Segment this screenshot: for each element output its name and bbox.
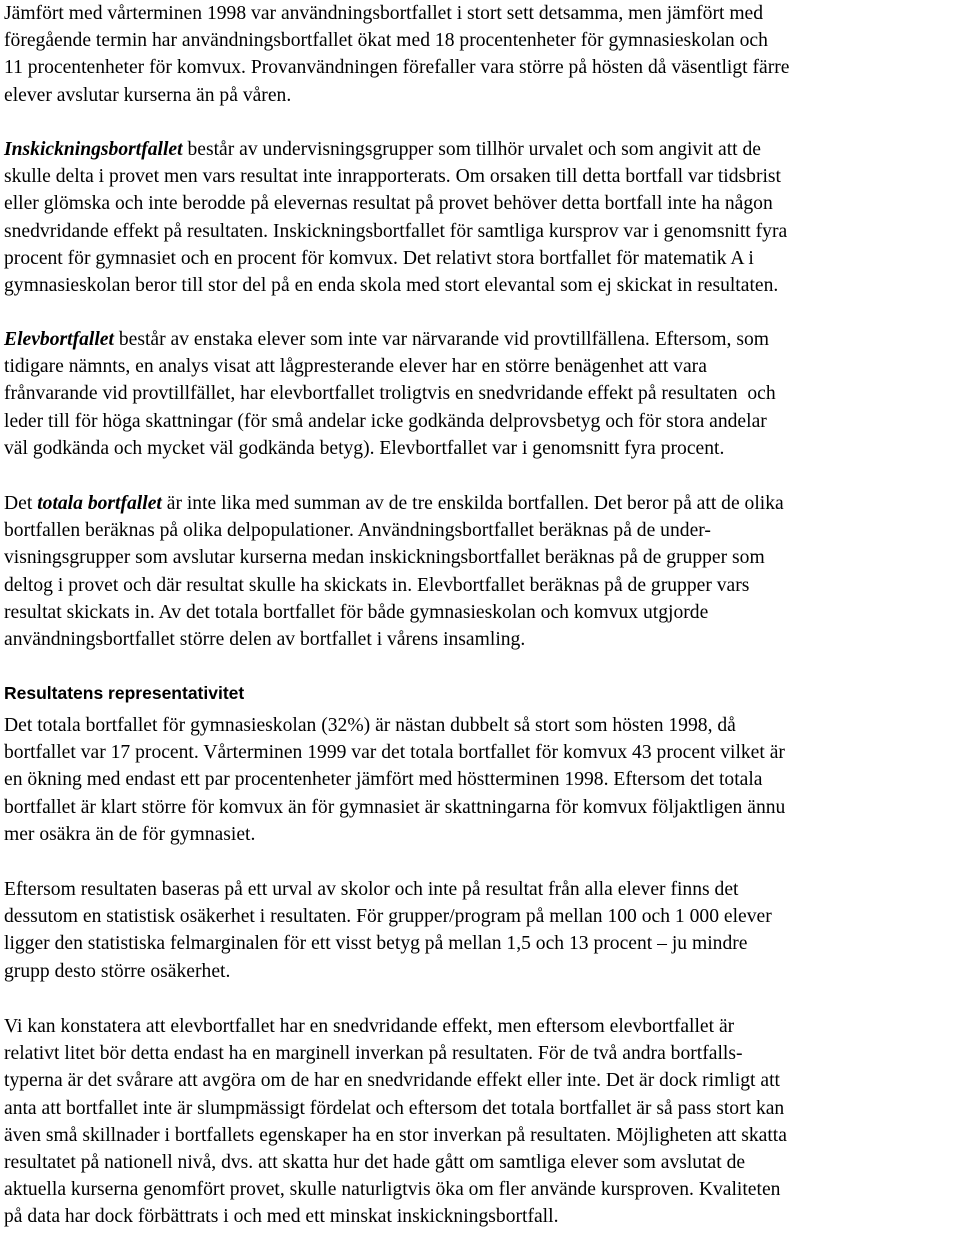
- text-line: bortfallen beräknas på olika delpopulationer. Användningsbortfallet beräknas på de under-: [4, 520, 711, 542]
- text-line: frånvarande vid provtillfället, har elevbortfallet troligtvis en snedvridande effekt på resultaten och: [4, 383, 776, 405]
- text-line: visningsgrupper som avslutar kurserna medan inskickningsbortfallet beräknas på de grupper som: [4, 547, 765, 569]
- text-line: skulle delta i provet men vars resultat inte inrapporterats. Om orsaken till detta bortfall var tidsbrist: [4, 166, 782, 188]
- text-segment: består av undervisningsgrupper som tillhör urvalet och som angivit att de: [182, 139, 761, 160]
- text-line: [4, 326, 776, 353]
- paragraph-submission-dropout: [4, 136, 787, 299]
- text-line: gymnasieskolan beror till stor del på en enda skola med stort elevantal som ej skickat in resultaten.: [4, 275, 779, 297]
- text-line: anta att bortfallet inte är slumpmässigt fördelat och eftersom det totala bortfallet är så pass stort kan: [4, 1097, 785, 1119]
- paragraph-statistical-uncertainty: [4, 876, 772, 985]
- text-line: dessutom en statistisk osäkerhet i resultaten. För grupper/program på mellan 100 och 1 000 elever: [4, 906, 772, 928]
- text-line: Det totala bortfallet för gymnasieskolan (32%) är nästan dubbelt så stort som hösten 1998, då: [4, 715, 736, 736]
- text-line: [4, 490, 784, 517]
- text-line: leder till för höga skattningar (för små andelar icke godkända delprovsbetyg och för stora andelar: [4, 410, 767, 432]
- paragraph-usage-dropout: [4, 0, 789, 109]
- text-segment: är inte lika med summan av de tre enskilda bortfallen. Det beror på att de olika: [161, 493, 784, 514]
- text-line: mer osäkra än de för gymnasiet.: [4, 823, 256, 845]
- text-line: tidigare nämnts, en analys visat att lågpresterande elever har en större benägenhet att vara: [4, 356, 707, 378]
- text-line: Jämfört med vårterminen 1998 var användningsbortfallet i stort sett detsamma, men jämfört med: [4, 3, 764, 24]
- text-segment: Det: [4, 493, 38, 514]
- text-line: resultatet på nationell nivå, dvs. att skatta hur det hade gått om samtliga elever som avslutat de: [4, 1152, 746, 1174]
- text-line: aktuella kurserna genomfört provet, skulle naturligtvis öka om fler använde kursproven. Kvaliteten: [4, 1179, 781, 1201]
- text-line: relativt litet bör detta endast ha en marginell inverkan på resultaten. För de två andra bortfalls-: [4, 1043, 743, 1065]
- section-heading: Resultatens representativitet: [4, 683, 245, 703]
- text-line: eller glömska och inte berodde på elevernas resultat på provet behöver detta bortfall inte ha någon: [4, 193, 773, 215]
- text-line: väl godkända och mycket väl godkända betyg). Elevbortfallet var i genomsnitt fyra procent.: [4, 437, 725, 459]
- text-line: användningsbortfallet större delen av bortfallet i vårens insamling.: [4, 629, 526, 651]
- paragraph-representativeness: [4, 712, 785, 848]
- text-line: resultat skickats in. Av det totala bortfallet för både gymnasieskolan och komvux utgjorde: [4, 601, 709, 623]
- text-line: föregående termin har användningsbortfallet ökat med 18 procentenheter för gymnasieskolan och: [4, 30, 768, 52]
- paragraph-conclusion: [4, 1013, 787, 1231]
- text-line: en ökning med endast ett par procentenheter jämfört med höstterminen 1998. Eftersom det totala: [4, 769, 763, 791]
- text-line: bortfallet var 17 procent. Vårterminen 1999 var det totala bortfallet för komvux 43 procent vilket är: [4, 742, 785, 764]
- paragraph-student-dropout: [4, 326, 776, 462]
- text-line: elever avslutar kurserna än på våren.: [4, 84, 292, 106]
- paragraph-total-dropout: [4, 490, 784, 653]
- text-segment: består av enstaka elever som inte var närvarande vid provtillfällena. Eftersom, som: [113, 329, 769, 350]
- text-line: 11 procentenheter för komvux. Provanvändningen förefaller vara större på hösten då väsentligt färre: [4, 57, 790, 79]
- text-line: snedvridande effekt på resultaten. Inskickningsbortfallet för samtliga kursprov var i genomsnitt fyra: [4, 220, 788, 242]
- term-emphasis: Elevbortfallet: [4, 329, 114, 350]
- text-line: grupp desto större osäkerhet.: [4, 960, 231, 982]
- term-emphasis: totala bortfallet: [37, 493, 162, 514]
- text-line: på data har dock förbättrats i och med ett minskat inskickningsbortfall.: [4, 1206, 559, 1228]
- text-line: [4, 136, 787, 163]
- term-emphasis: Inskickningsbortfallet: [4, 139, 183, 160]
- text-line: bortfallet är klart större för komvux än för gymnasiet är skattningarna för komvux följaktligen ännu: [4, 796, 786, 818]
- text-line: även små skillnader i bortfallets egenskaper ha en stor inverkan på resultaten. Möjligheten att skatta: [4, 1124, 787, 1146]
- text-line: Eftersom resultaten baseras på ett urval av skolor och inte på resultat från alla elever finns det: [4, 879, 739, 900]
- text-line: typerna är det svårare att avgöra om de har en snedvridande effekt eller inte. Det är dock rimligt att: [4, 1070, 780, 1092]
- text-line: procent för gymnasiet och en procent för komvux. Det relativt stora bortfallet för matematik A i: [4, 247, 754, 269]
- text-line: Vi kan konstatera att elevbortfallet har en snedvridande effekt, men eftersom elevbortfallet är: [4, 1016, 735, 1037]
- text-line: deltog i provet och där resultat skulle ha skickats in. Elevbortfallet beräknas på de grupper vars: [4, 574, 750, 596]
- text-line: ligger den statistiska felmarginalen för ett visst betyg på mellan 1,5 och 13 procent – ju mindre: [4, 933, 748, 955]
